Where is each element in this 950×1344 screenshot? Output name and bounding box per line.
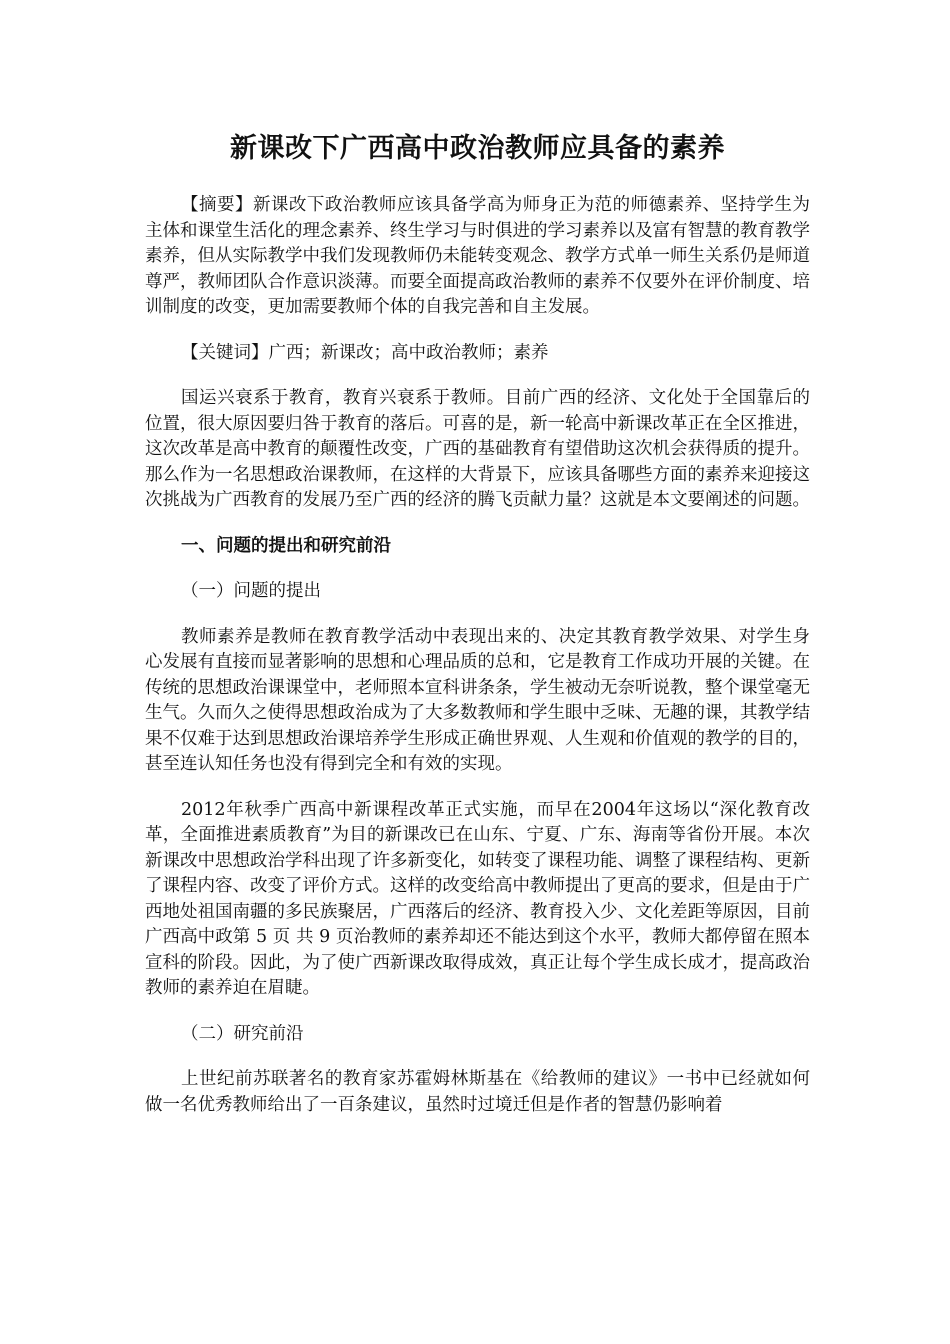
body-paragraph-3: 上世纪前苏联著名的教育家苏霍姆林斯基在《给教师的建议》一书中已经就如何做一名优秀教师给出了一百条建议，虽然时过境迁但是作者的智慧仍影响着 [145,1069,810,1115]
body-paragraph-1: 教师素养是教师在教育教学活动中表现出来的、决定其教育教学效果、对学生身心发展有直接而显著影响的思想和心理品质的总和，它是教育工作成功开展的关键。在传统的思想政治课课堂中，老师照本宣科讲条条，学生被动无奈听说教，整个课堂毫无生气。久而久之使得思想政治成为了大多数教师和学生眼中乏味、无趣的课，其教学结果不仅难于达到思想政治课培养学生形成正确世界观、人生观和价值观的教学的目的，甚至连认知任务也没有得到完全和有效的实现。 [145,626,810,774]
body-paragraph-2: 2012年秋季广西高中新课程改革正式实施，而早在2004年这场以“深化教育改革，全面推进素质教育”为目的新课改已在山东、宁夏、广东、海南等省份开展。本次新课改中思想政治学科出现了许多新变化，如转变了课程功能、调整了课程结构、更新了课程内容、改变了评价方式。这样的改变给高中教师提出了更高的要求，但是由于广西地处祖国南疆的多民族聚居，广西落后的经济、教育投入少、文化差距等原因，目前广西高中政第 5 页 共 9 页治教师的素养却还不能达到这个水平，教师大都停留在照本宣科的阶段。因此，为了使广西新课改取得成效，真正让每个学生成长成才，提高政治教师的素养迫在眉睫。 [145,799,810,998]
document-page [145,128,810,1138]
subsection-heading-2: （二）研究前沿 [181,1023,304,1044]
abstract-paragraph: 【摘要】新课改下政治教师应该具备学高为师身正为范的师德素养、坚持学生为主体和课堂生活化的理念素养、终生学习与时俱进的学习素养以及富有智慧的教育教学素养，但从实际教学中我们发现教师仍未能转变观念、教学方式单一师生关系仍是师道尊严，教师团队合作意识淡薄。而要全面提高政治教师的素养不仅要外在评价制度、培训制度的改变，更加需要教师个体的自我完善和自主发展。 [145,195,810,317]
keywords-line: 【关键词】广西；新课改；高中政治教师；素养 [181,342,549,363]
intro-paragraph: 国运兴衰系于教育，教育兴衰系于教师。目前广西的经济、文化处于全国靠后的位置，很大原因要归咎于教育的落后。可喜的是，新一轮高中新课改革正在全区推进，这次改革是高中教育的颠覆性改变，广西的基础教育有望借助这次机会获得质的提升。那么作为一名思想政治课教师，在这样的大背景下，应该具备哪些方面的素养来迎接这次挑战为广西教育的发展乃至广西的经济的腾飞贡献力量？这就是本文要阐述的问题。 [145,388,810,510]
document-title: 新课改下广西高中政治教师应具备的素养 [230,133,725,164]
section-heading-1: 一、问题的提出和研究前沿 [181,535,391,556]
subsection-heading-1: （一）问题的提出 [181,581,321,601]
